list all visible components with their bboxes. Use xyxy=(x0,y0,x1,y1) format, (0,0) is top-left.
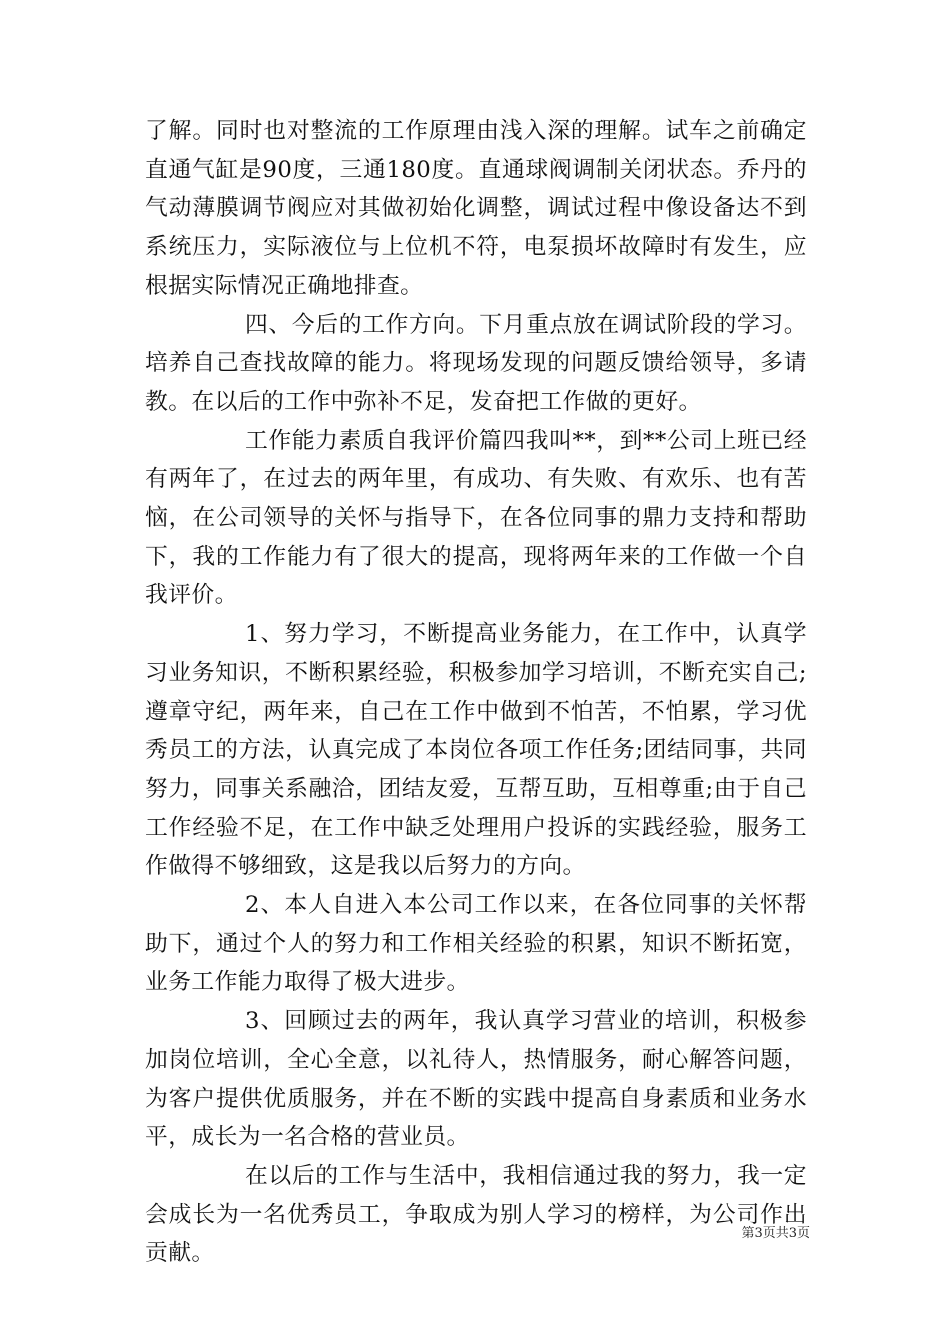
paragraph-self-evaluation-intro: 工作能力素质自我评价篇四我叫**，到**公司上班已经有两年了，在过去的两年里，有成功、有失败、有欢乐、也有苦恼，在公司领导的关怀与指导下，在各位同事的鼎力支持和帮助下，我的工作能力有了很大的提高，现将两年来的工作做一个自我评价。 xyxy=(145,427,807,609)
paragraph-point-2: 2、本人自进入本公司工作以来，在各位同事的关怀帮助下，通过个人的努力和工作相关经验的积累，知识不断拓宽，业务工作能力取得了极大进步。 xyxy=(145,892,807,996)
paragraph-continuation: 了解。同时也对整流的工作原理由浅入深的理解。试车之前确定直通气缸是90度，三通180度。直通球阀调制关闭状态。乔丹的气动薄膜调节阀应对其做初始化调整，调试过程中像设备达不到系统压力，实际液位与上位机不符，电泵损坏故障时有发生，应根据实际情况正确地排查。 xyxy=(145,118,807,299)
paragraph-point-3: 3、回顾过去的两年，我认真学习营业的培训，积极参加岗位培训，全心全意，以礼待人，热情服务，耐心解答问题，为客户提供优质服务，并在不断的实践中提高自身素质和业务水平，成长为一名合格的营业员。 xyxy=(145,1008,807,1151)
paragraph-conclusion: 在以后的工作与生活中，我相信通过我的努力，我一定会成长为一名优秀员工，争取成为别人学习的榜样，为公司作出贡献。 xyxy=(145,1162,807,1267)
paragraph-point-1: 1、努力学习，不断提高业务能力，在工作中，认真学习业务知识，不断积累经验，积极参加学习培训，不断充实自己;遵章守纪，两年来，自己在工作中做到不怕苦，不怕累，学习优秀员工的方法，认真完成了本岗位各项工作任务;团结同事，共同努力，同事关系融洽，团结友爱，互帮互助，互相尊重;由于自己工作经验不足，在工作中缺乏处理用户投诉的实践经验，服务工作做得不够细致，这是我以后努力的方向。 xyxy=(145,621,807,880)
page-number-footer: 第3页共3页 xyxy=(741,1226,810,1241)
paragraph-future-direction: 四、今后的工作方向。下月重点放在调试阶段的学习。培养自己查找故障的能力。将现场发现的问题反馈给领导，多请教。在以后的工作中弥补不足，发奋把工作做的更好。 xyxy=(145,311,807,415)
document-body xyxy=(145,112,807,1273)
